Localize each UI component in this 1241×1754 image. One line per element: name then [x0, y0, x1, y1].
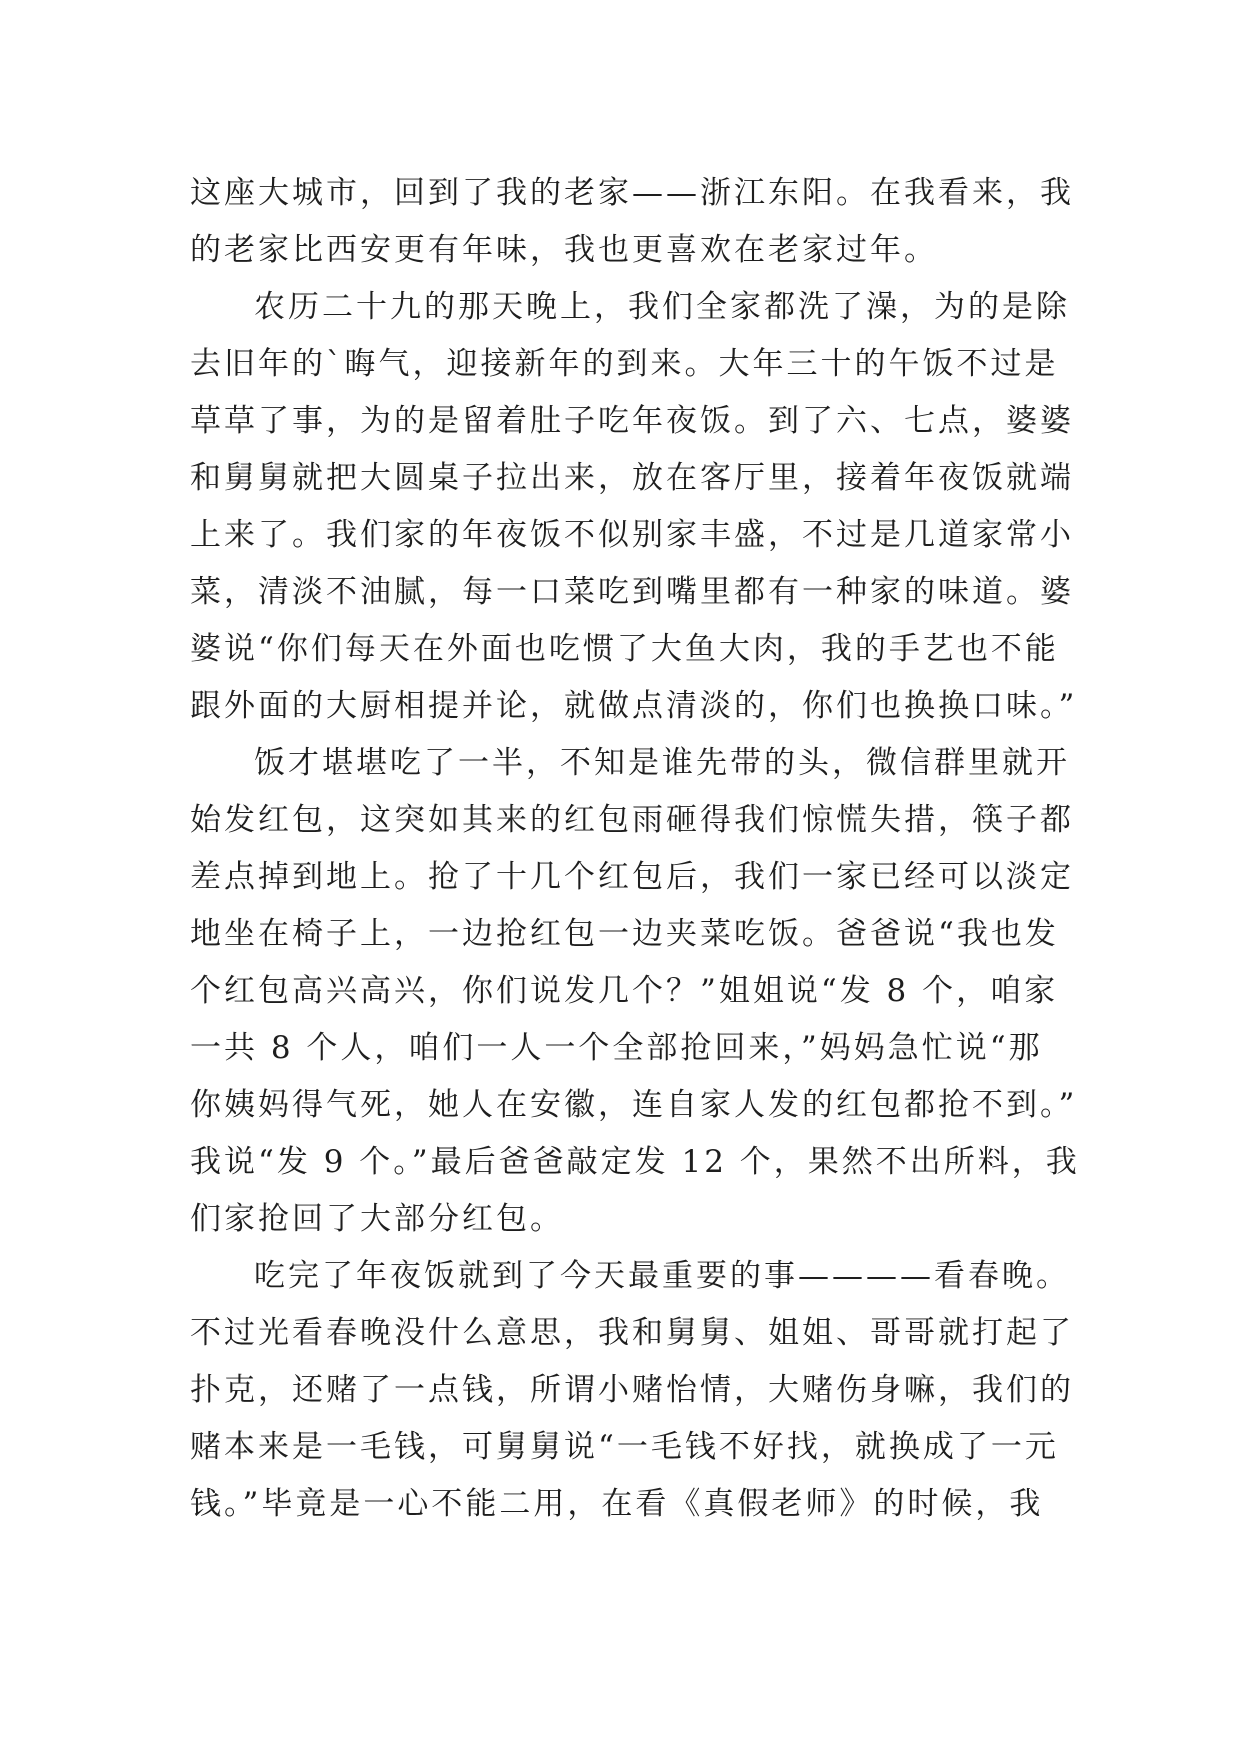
text-line: 们家抢回了大部分红包。: [190, 1201, 564, 1237]
text-line: 钱。”毕竟是一心不能二用，在看《真假老师》的时候，我: [190, 1486, 1044, 1522]
paragraph: [190, 165, 1074, 279]
text-line: 的老家比西安更有年味，我也更喜欢在老家过年。: [190, 232, 938, 268]
text-line: 差点掉到地上。抢了十几个红包后，我们一家已经可以淡定: [190, 859, 1074, 895]
text-line: 上来了。我们家的年夜饭不似别家丰盛，不过是几道家常小: [190, 517, 1074, 553]
text-line: 去旧年的`晦气，迎接新年的到来。大年三十的午饭不过是: [190, 346, 1059, 382]
text-line: 婆说“你们每天在外面也吃惯了大鱼大肉，我的手艺也不能: [190, 631, 1059, 667]
paragraph: [190, 1248, 1074, 1533]
text-line: 你姨妈得气死，她人在安徽，连自家人发的红包都抢不到。”: [190, 1087, 1078, 1123]
text-line: 饭才堪堪吃了一半，不知是谁先带的头，微信群里就开: [254, 745, 1070, 781]
text-line: 这座大城市，回到了我的老家——浙江东阳。在我看来，我: [190, 175, 1074, 211]
document-body: [190, 165, 1080, 1533]
text-line: 地坐在椅子上，一边抢红包一边夹菜吃饭。爸爸说“我也发: [190, 916, 1059, 952]
text-line: 草草了事，为的是留着肚子吃年夜饭。到了六、七点，婆婆: [190, 403, 1074, 439]
text-line: 菜，清淡不油腻，每一口菜吃到嘴里都有一种家的味道。婆: [190, 574, 1074, 610]
text-line: 个红包高兴高兴，你们说发几个？”姐姐说“发 8 个，咱家: [190, 973, 1059, 1009]
paragraph: [190, 279, 1078, 735]
text-line: 始发红包，这突如其来的红包雨砸得我们惊慌失措，筷子都: [190, 802, 1074, 838]
text-line: 和舅舅就把大圆桌子拉出来，放在客厅里，接着年夜饭就端: [190, 460, 1074, 496]
text-line: 一共 8 个人，咱们一人一个全部抢回来，”妈妈急忙说“那: [190, 1030, 1043, 1066]
text-line: 吃完了年夜饭就到了今天最重要的事————看春晚。: [254, 1258, 1070, 1294]
text-line: 农历二十九的那天晚上，我们全家都洗了澡，为的是除: [254, 289, 1070, 325]
text-line: 赌本来是一毛钱，可舅舅说“一毛钱不好找，就换成了一元: [190, 1429, 1059, 1465]
text-line: 不过光看春晚没什么意思，我和舅舅、姐姐、哥哥就打起了: [190, 1315, 1074, 1351]
text-line: 跟外面的大厨相提并论，就做点清淡的，你们也换换口味。”: [190, 688, 1078, 724]
paragraph: [190, 735, 1080, 1248]
text-line: 扑克，还赌了一点钱，所谓小赌怡情，大赌伤身嘛，我们的: [190, 1372, 1074, 1408]
text-line: 我说“发 9 个。”最后爸爸敲定发 12 个，果然不出所料，我: [190, 1144, 1080, 1180]
